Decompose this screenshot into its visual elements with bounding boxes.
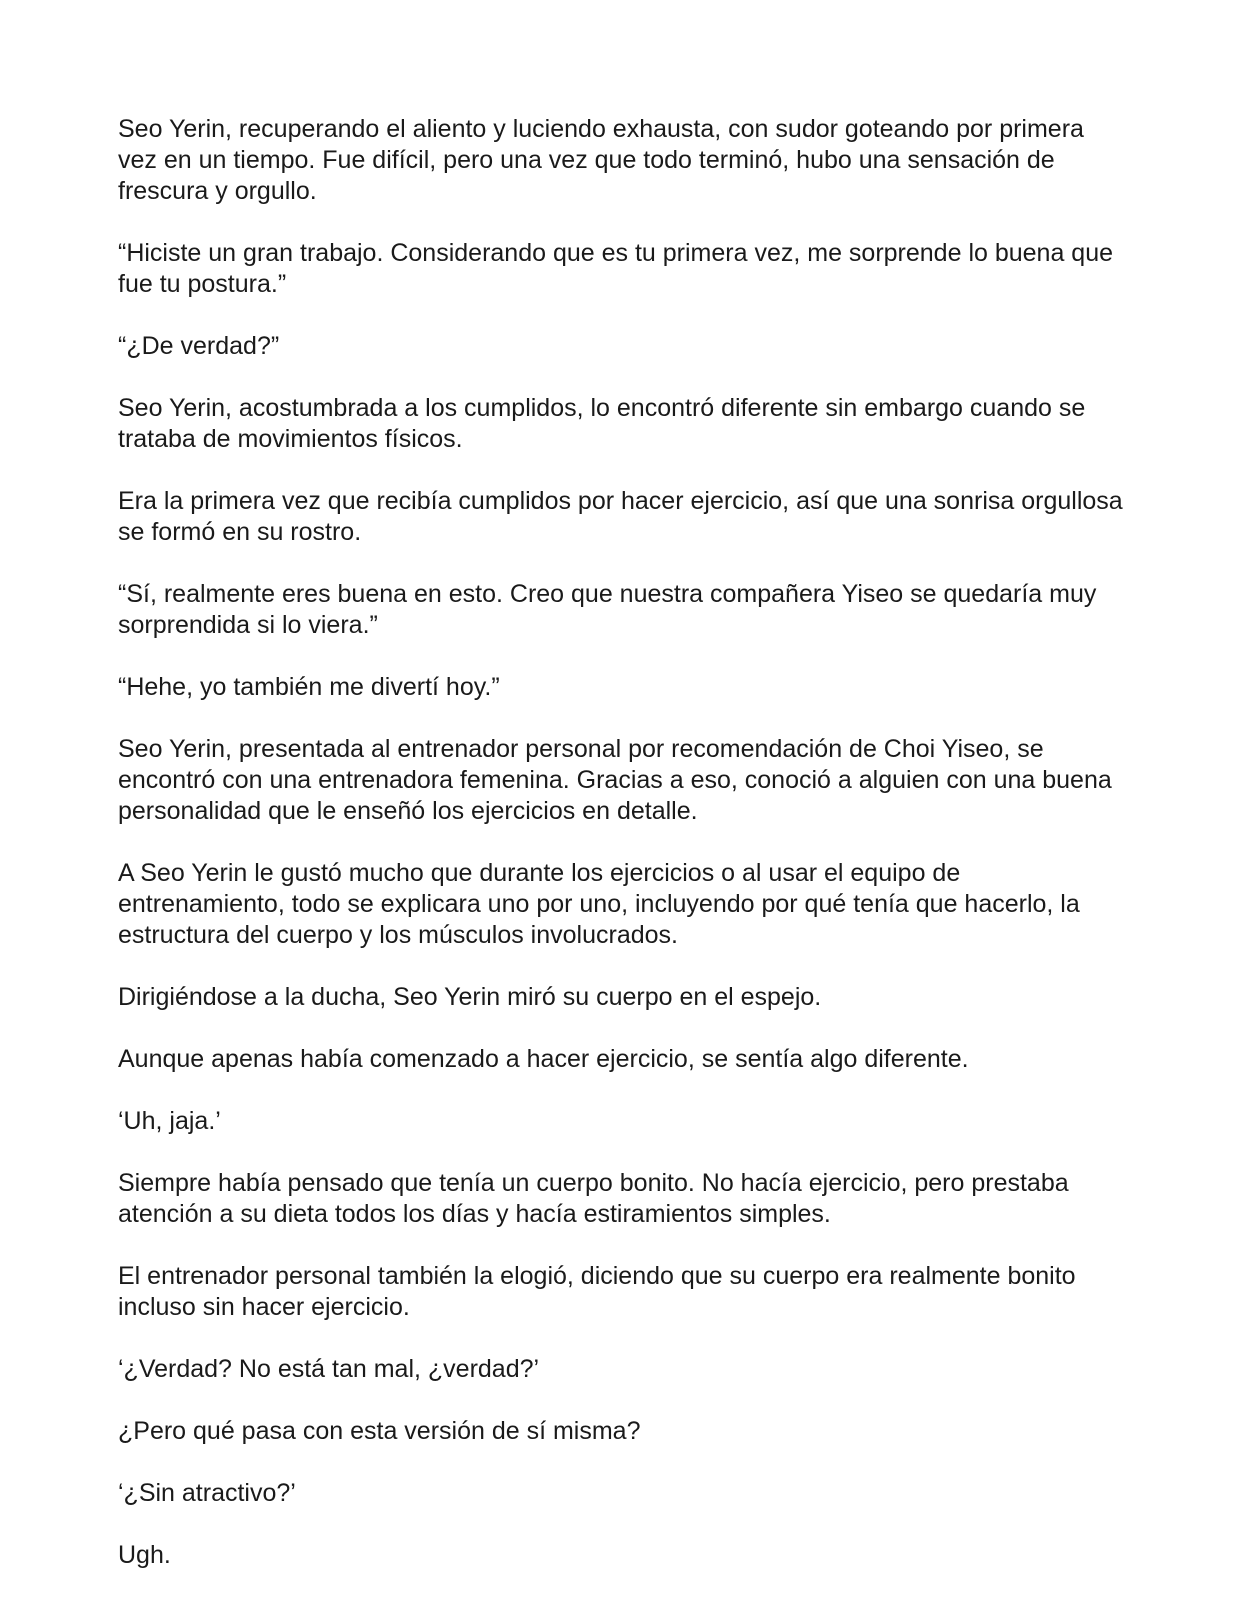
paragraph-15: ‘¿Verdad? No está tan mal, ¿verdad?’ — [118, 1355, 540, 1383]
paragraph-11: Aunque apenas había comenzado a hacer ejercicio, se sentía algo diferente. — [118, 1045, 969, 1073]
paragraph-8: Seo Yerin, presentada al entrenador personal por recomendación de Choi Yiseo, se encontró con una entrenadora femenina. Gracias a eso, conoció a alguien con una buena personalidad que le enseñó los ejercicios en detalle. — [118, 735, 1112, 825]
paragraph-3: “¿De verdad?” — [118, 332, 280, 360]
paragraph-10: Dirigiéndose a la ducha, Seo Yerin miró su cuerpo en el espejo. — [118, 983, 822, 1011]
paragraph-6: “Sí, realmente eres buena en esto. Creo que nuestra compañera Yiseo se quedaría muy sorprendida si lo viera.” — [118, 580, 1097, 639]
paragraph-18: Ugh. — [118, 1541, 171, 1569]
paragraph-2: “Hiciste un gran trabajo. Considerando que es tu primera vez, me sorprende lo buena que fue tu postura.” — [118, 239, 1114, 298]
paragraph-1: Seo Yerin, recuperando el aliento y luciendo exhausta, con sudor goteando por primera vez en un tiempo. Fue difícil, pero una vez que todo terminó, hubo una sensación de frescura y orgullo. — [118, 115, 1084, 205]
document-body — [118, 114, 1128, 1571]
paragraph-12: ‘Uh, jaja.’ — [118, 1107, 221, 1135]
paragraph-4: Seo Yerin, acostumbrada a los cumplidos, lo encontró diferente sin embargo cuando se trataba de movimientos físicos. — [118, 394, 1086, 453]
paragraph-13: Siempre había pensado que tenía un cuerpo bonito. No hacía ejercicio, pero prestaba atención a su dieta todos los días y hacía estiramientos simples. — [118, 1169, 1069, 1228]
paragraph-7: “Hehe, yo también me divertí hoy.” — [118, 673, 500, 701]
paragraph-17: ‘¿Sin atractivo?’ — [118, 1479, 296, 1507]
paragraph-14: El entrenador personal también la elogió, diciendo que su cuerpo era realmente bonito incluso sin hacer ejercicio. — [118, 1262, 1076, 1321]
paragraph-16: ¿Pero qué pasa con esta versión de sí misma? — [118, 1417, 641, 1445]
paragraph-5: Era la primera vez que recibía cumplidos por hacer ejercicio, así que una sonrisa orgullosa se formó en su rostro. — [118, 487, 1123, 546]
paragraph-9: A Seo Yerin le gustó mucho que durante los ejercicios o al usar el equipo de entrenamiento, todo se explicara uno por uno, incluyendo por qué tenía que hacerlo, la estructura del cuerpo y los músculos involucrados. — [118, 859, 1080, 949]
